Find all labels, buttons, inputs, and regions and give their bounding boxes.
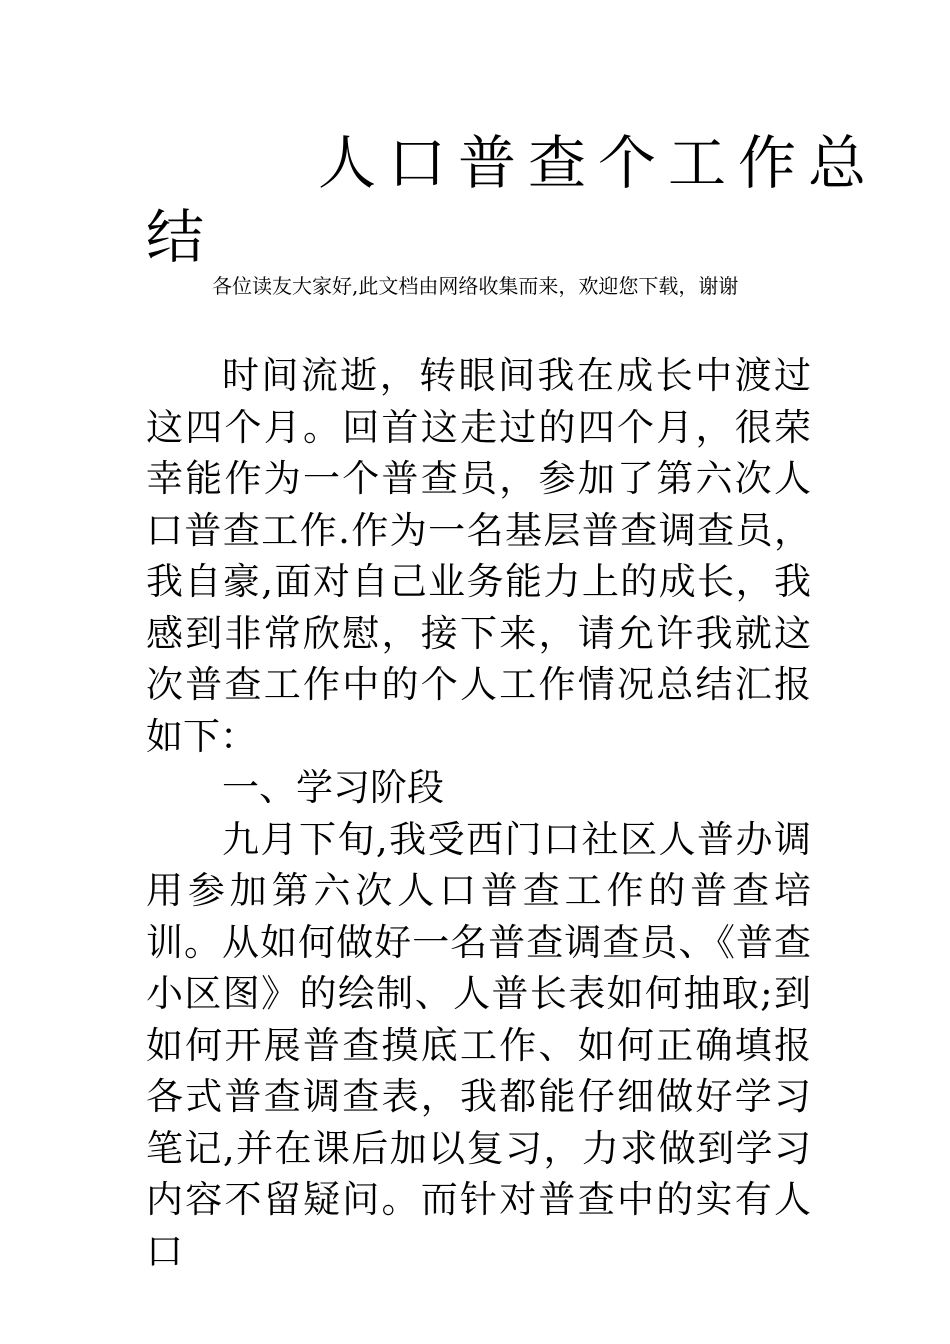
document-title-continued: 结 <box>146 203 205 271</box>
download-notice: 各位读友大家好,此文档由网络收集而来，欢迎您下载，谢谢 <box>212 274 739 298</box>
paragraph-intro: 时间流逝，转眼间我在成长中渡过这四个月。回首这走过的四个月，很荣幸能作为一个普查员，参加了第六次人口普查工作.作为一名基层普查调查员，我自豪,面对自己业务能力上的成长，我感到非常欣慰，接下来，请允许我就这次普查工作中的个人工作情况总结汇报如下： <box>146 354 811 758</box>
paragraph-study: 九月下旬,我受西门口社区人普办调用参加第六次人口普查工作的普查培训。从如何做好一名普查调查员、《普查小区图》的绘制、人普长表如何抽取;到如何开展普查摸底工作、如何正确填报各式普查调查表，我都能仔细做好学习笔记,并在课后加以复习，力求做到学习内容不留疑问。而针对普查中的实有人口 <box>146 817 811 1273</box>
document-body <box>146 350 811 1277</box>
section-heading-study: 一、学习阶段 <box>222 766 444 809</box>
document-title: 人口普查个工作总 <box>318 129 879 197</box>
